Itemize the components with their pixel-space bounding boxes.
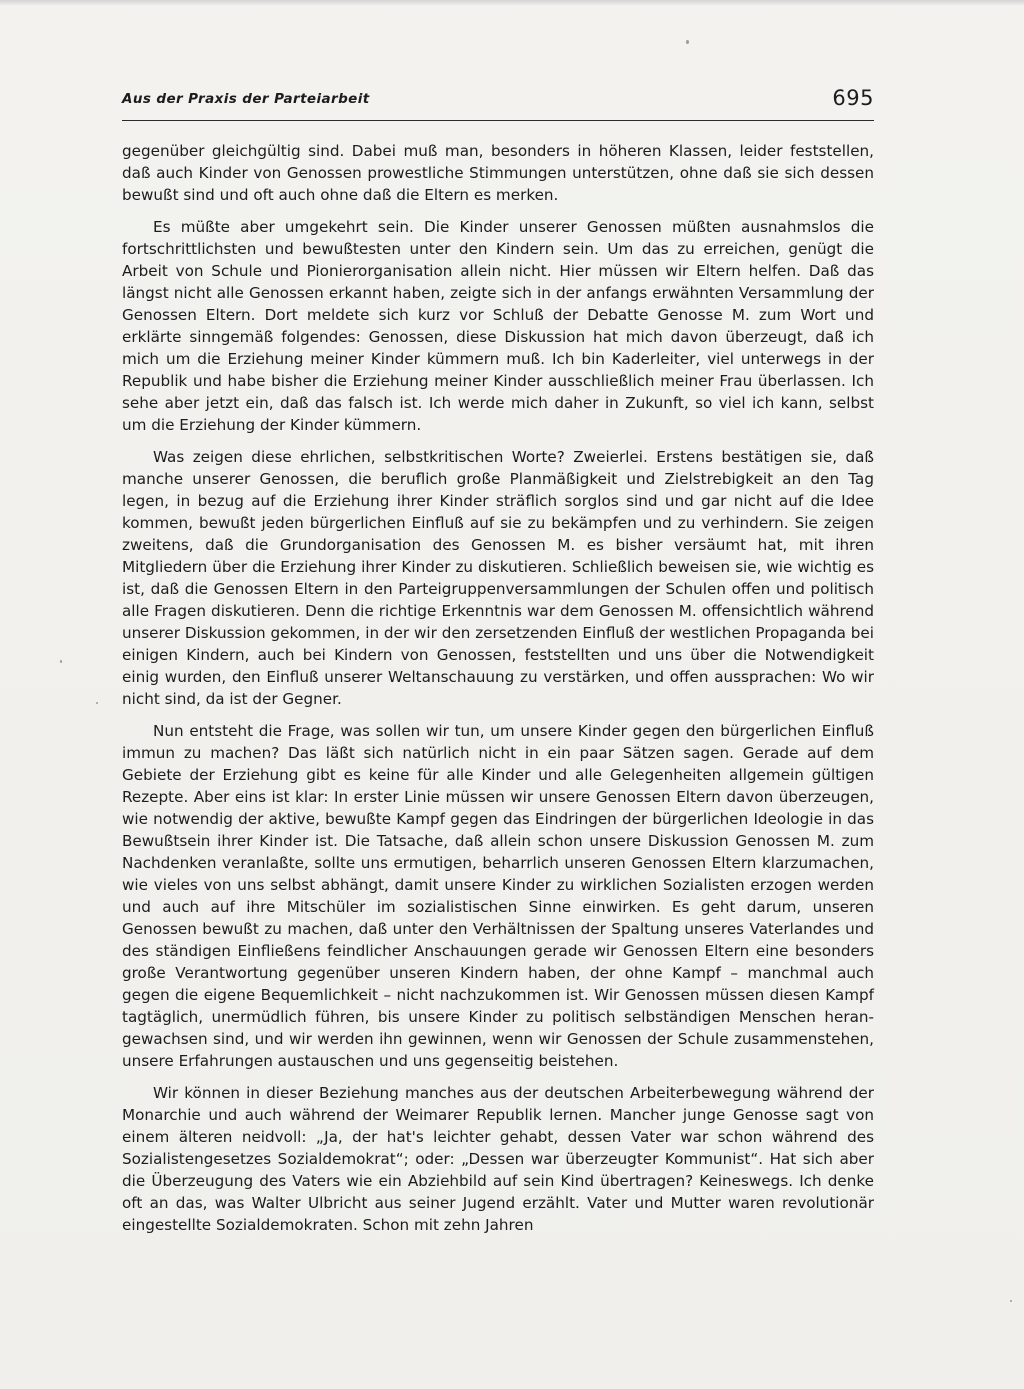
paragraph-2: Es müßte aber umgekehrt sein. Die Kinder unserer Genossen müßten ausnahmslos die fortschrittlichsten und bewußtesten unter den Kindern sein. Um das zu erreichen, genügt die Arbeit von Schule und Pionierorganisation allein nicht. Hier müssen wir Eltern helfen. Daß das längst nicht alle Genossen erkannt haben, zeigte sich in der anfangs erwähnten Versammlung der Genossen Eltern. Dort meldete sich kurz vor Schluß der Debatte Genosse M. zum Wort und erklärte sinngemäß folgendes: Genossen, diese Diskussion hat mich davon überzeugt, daß ich mich um die Erziehung meiner Kinder kümmern muß. Ich bin Kaderleiter, viel unterwegs in der Republik und habe bisher die Erziehung meiner Kinder ausschließlich meiner Frau überlassen. Ich sehe aber jetzt ein, daß das falsch ist. Ich werde mich daher in Zukunft, so viel ich kann, selbst um die Erziehung der Kinder kümmern. (122, 218, 874, 434)
scan-speck (686, 40, 689, 44)
page-number: 695 (832, 86, 874, 110)
paragraph-3: Was zeigen diese ehrlichen, selbstkritischen Worte? Zweierlei. Erstens bestätigen sie, daß manche unserer Genossen, die beruflich große Planmäßigkeit und Zielstrebigkeit an den Tag legen, in bezug auf die Erziehung ihrer Kinder sträflich sorglos sind und gar nicht auf die Idee kommen, bewußt jeden bürgerlichen Einfluß auf sie zu bekämpfen und zu verhindern. Sie zeigen zweitens, daß die Grundorganisation des Genossen M. es bisher versäumt hat, mit ihren Mitgliedern über die Erziehung ihrer Kinder zu diskutieren. Schließlich beweisen sie, wie wichtig es ist, daß die Genossen Eltern in den Parteigruppenversammlungen der Schulen offen und politisch alle Fragen diskutieren. Denn die richtige Erkenntnis war dem Genossen M. offensichtlich während unserer Diskussion gekommen, in der wir den zersetzenden Einfluß der westlichen Propaganda bei einigen Kindern, auch bei Kindern von Genossen, feststellten und uns über die Notwendigkeit einig wurden, den Einfluß unserer Weltanschauung zu verstärken, und offen aussprachen: Wo wir nicht sind, da ist der Gegner. (122, 448, 874, 708)
scan-speck (60, 660, 62, 663)
paragraph-5: Wir können in dieser Beziehung manches aus der deutschen Arbeiterbewegung während der Monarchie und auch während der Weimarer Republik lernen. Mancher junge Genosse sagt von einem älteren neidvoll: „Ja, der hat's leichter gehabt, dessen Vater war schon während des Sozialistengesetzes Sozialdemokrat“; oder: „Dessen war überzeugter Kommunist“. Hat sich aber die Überzeugung des Vaters wie ein Abziehbild auf sein Kind übertragen? Keineswegs. Ich denke oft an das, was Walter Ulbricht aus seiner Jugend erzählt. Vater und Mutter waren revolutionär eingestellte Sozialdemokraten. Schon mit zehn Jahren (122, 1084, 874, 1234)
scan-speck (96, 702, 98, 704)
paragraph-4: Nun entsteht die Frage, was sollen wir tun, um unsere Kinder gegen den bürgerlichen Einfluß immun zu machen? Das läßt sich natürlich nicht in ein paar Sätzen sagen. Gerade auf dem Gebiete der Erziehung gibt es keine für alle Kinder und alle Gelegenheiten allgemein gültigen Rezepte. Aber eins ist klar: In erster Linie müssen wir unsere Genossen Eltern davon überzeugen, wie notwendig der aktive, bewußte Kampf gegen das Eindringen der bürgerlichen Ideologie in das Bewußtsein ihrer Kinder ist. Die Tatsache, daß allein schon unsere Diskussion Genossen M. zum Nachdenken veranlaßte, sollte uns ermutigen, beharrlich unseren Genossen Eltern klarzumachen, wie vieles von uns selbst abhängt, damit unsere Kinder zu wirklichen Sozialisten erzogen werden und auch auf ihre Mitschüler im sozialistischen Sinne einwirken. Es geht darum, unseren Genossen bewußt zu machen, daß unter den Verhältnissen der Spaltung unseres Vaterlandes und des ständigen Einfließens feindlicher Anschauungen gerade wir Genossen Eltern eine besonders große Verantwortung gegenüber unseren Kindern haben, der ohne Kampf – manchmal auch gegen die eigene Bequemlichkeit – nicht nachzukommen ist. Wir Genossen müssen diesen Kampf tagtäglich, unermüdlich führen, bis unsere Kinder zu politisch selbständigen Menschen herangewachsen sind, und wir werden ihn gewinnen, wenn wir Genossen der Schule zusammenstehen, unsere Erfahrungen austauschen und uns gegenseitig beistehen. (122, 722, 874, 1070)
scan-edge (0, 0, 1024, 6)
running-header (122, 84, 874, 121)
body-text (122, 140, 874, 1246)
running-title: Aus der Praxis der Parteiarbeit (122, 91, 370, 107)
scan-speck (1010, 1300, 1012, 1302)
paragraph-1: gegenüber gleichgültig sind. Dabei muß man, besonders in höheren Klassen, leider feststellen, daß auch Kinder von Genossen prowestliche Stimmungen unterstützen, ohne daß sie sich dessen bewußt sind und oft auch ohne daß die Eltern es merken. (122, 142, 874, 204)
